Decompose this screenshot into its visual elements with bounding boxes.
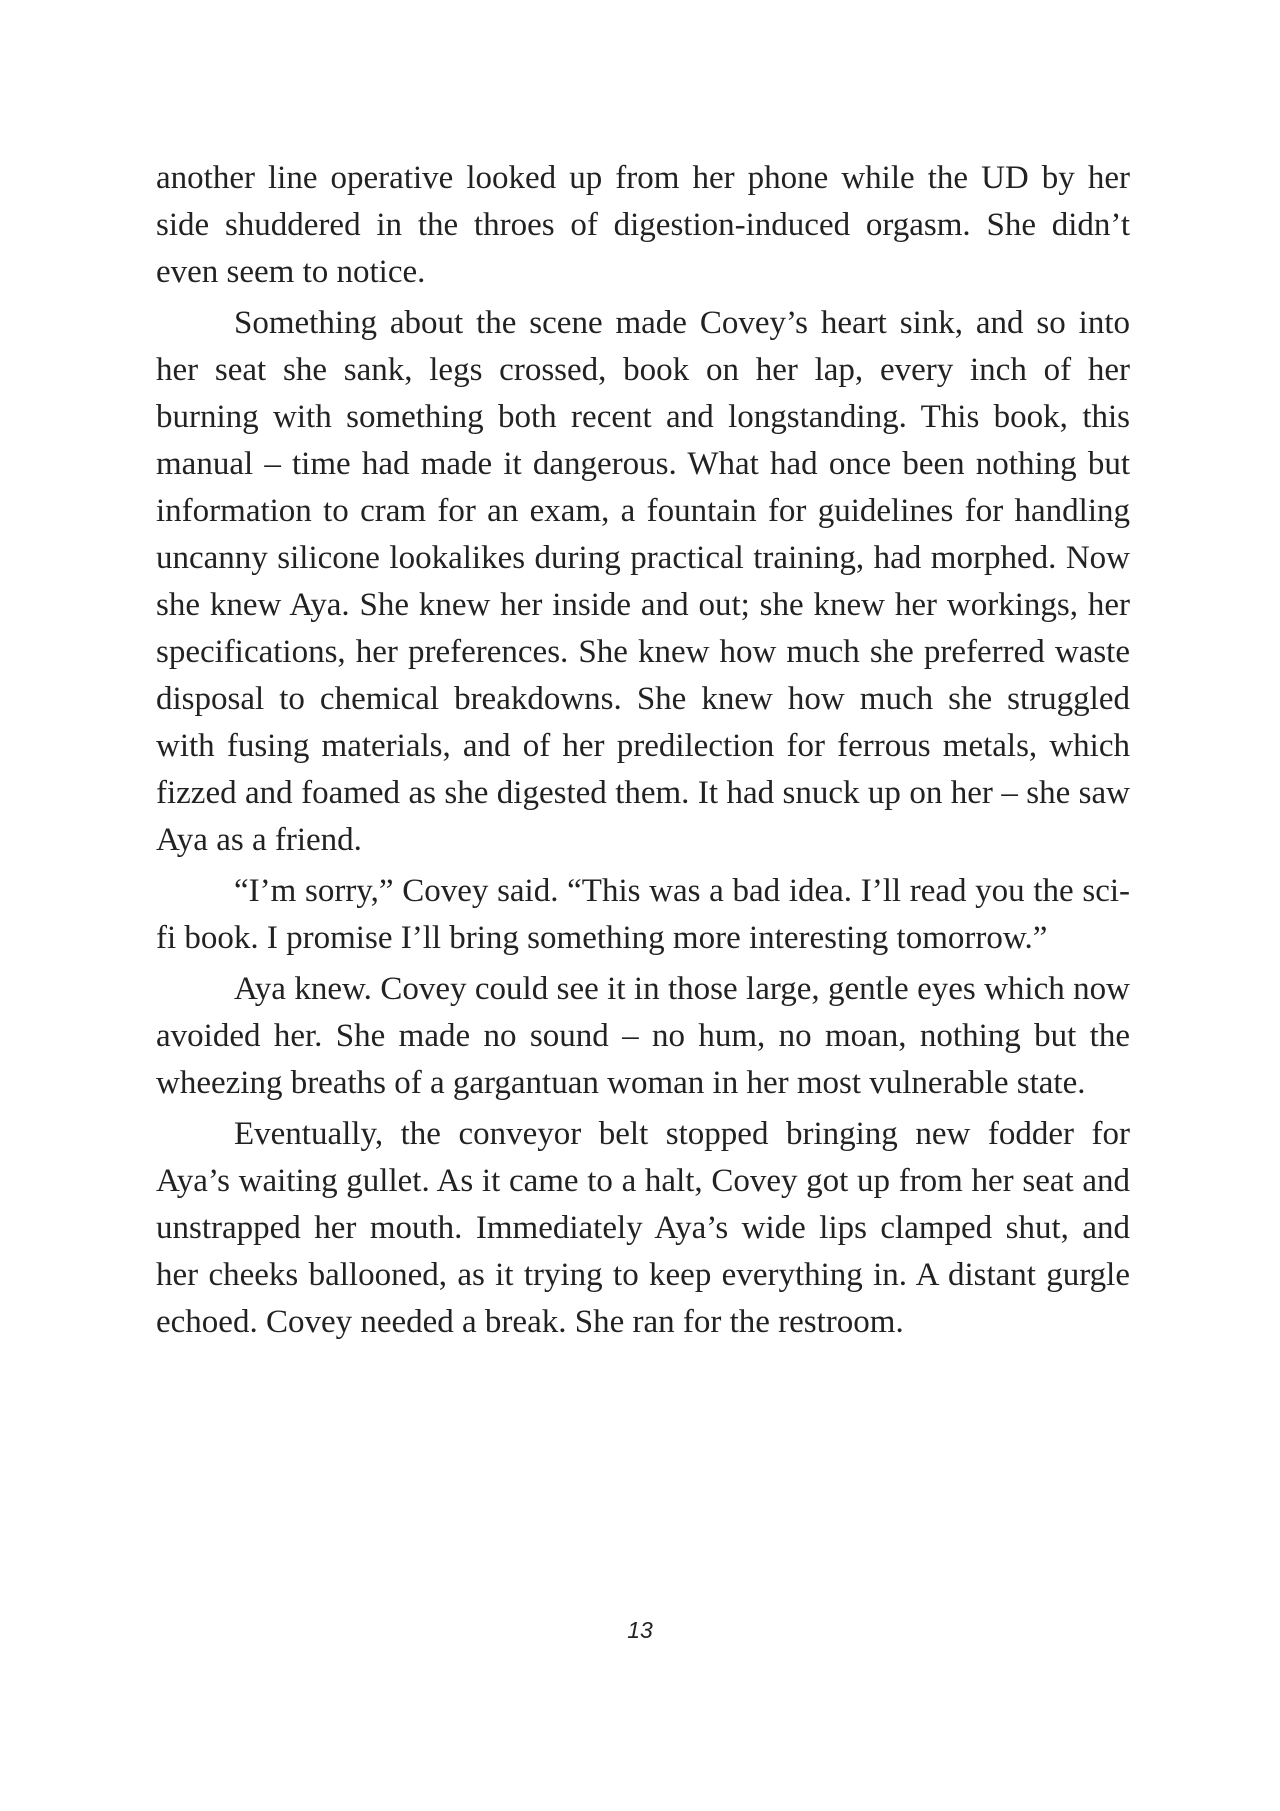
paragraph: Aya knew. Covey could see it in those large, gentle eyes which now avoided her. She made no sound – no hum, no moan, nothing but the wheezing breaths of a gargantuan woman in her most vulnerable state. [156, 971, 1130, 1101]
paragraph: “I’m sorry,” Covey said. “This was a bad idea. I’ll read you the sci-fi book. I promise I’ll bring something more interesting tomorrow.” [156, 873, 1130, 956]
paragraph: Eventually, the conveyor belt stopped bringing new fodder for Aya’s waiting gullet. As it came to a halt, Covey got up from her seat and unstrapped her mouth. Immediately Aya’s wide lips clamped shut, and her cheeks ballooned, as it trying to keep everything in. A distant gurgle echoed. Covey needed a break. She ran for the restroom. [156, 1116, 1130, 1340]
body-text [156, 155, 1130, 1350]
page-number: 13 [627, 1617, 653, 1643]
paragraph: Something about the scene made Covey’s heart sink, and so into her seat she sank, legs crossed, book on her lap, every inch of her burning with something both recent and longstanding. This book, this manual – time had made it dangerous. What had once been nothing but information to cram for an exam, a fountain for guidelines for handling uncanny silicone lookalikes during practical training, had morphed. Now she knew Aya. She knew her inside and out; she knew her workings, her specifications, her preferences. She knew how much she preferred waste disposal to chemical breakdowns. She knew how much she struggled with fusing materials, and of her predilection for ferrous metals, which fizzed and foamed as she digested them. It had snuck up on her – she saw Aya as a friend. [156, 305, 1130, 858]
paragraph-continued: another line operative looked up from her phone while the UD by her side shuddered in the throes of digestion-induced orgasm. She didn’t even seem to notice. [156, 160, 1130, 290]
